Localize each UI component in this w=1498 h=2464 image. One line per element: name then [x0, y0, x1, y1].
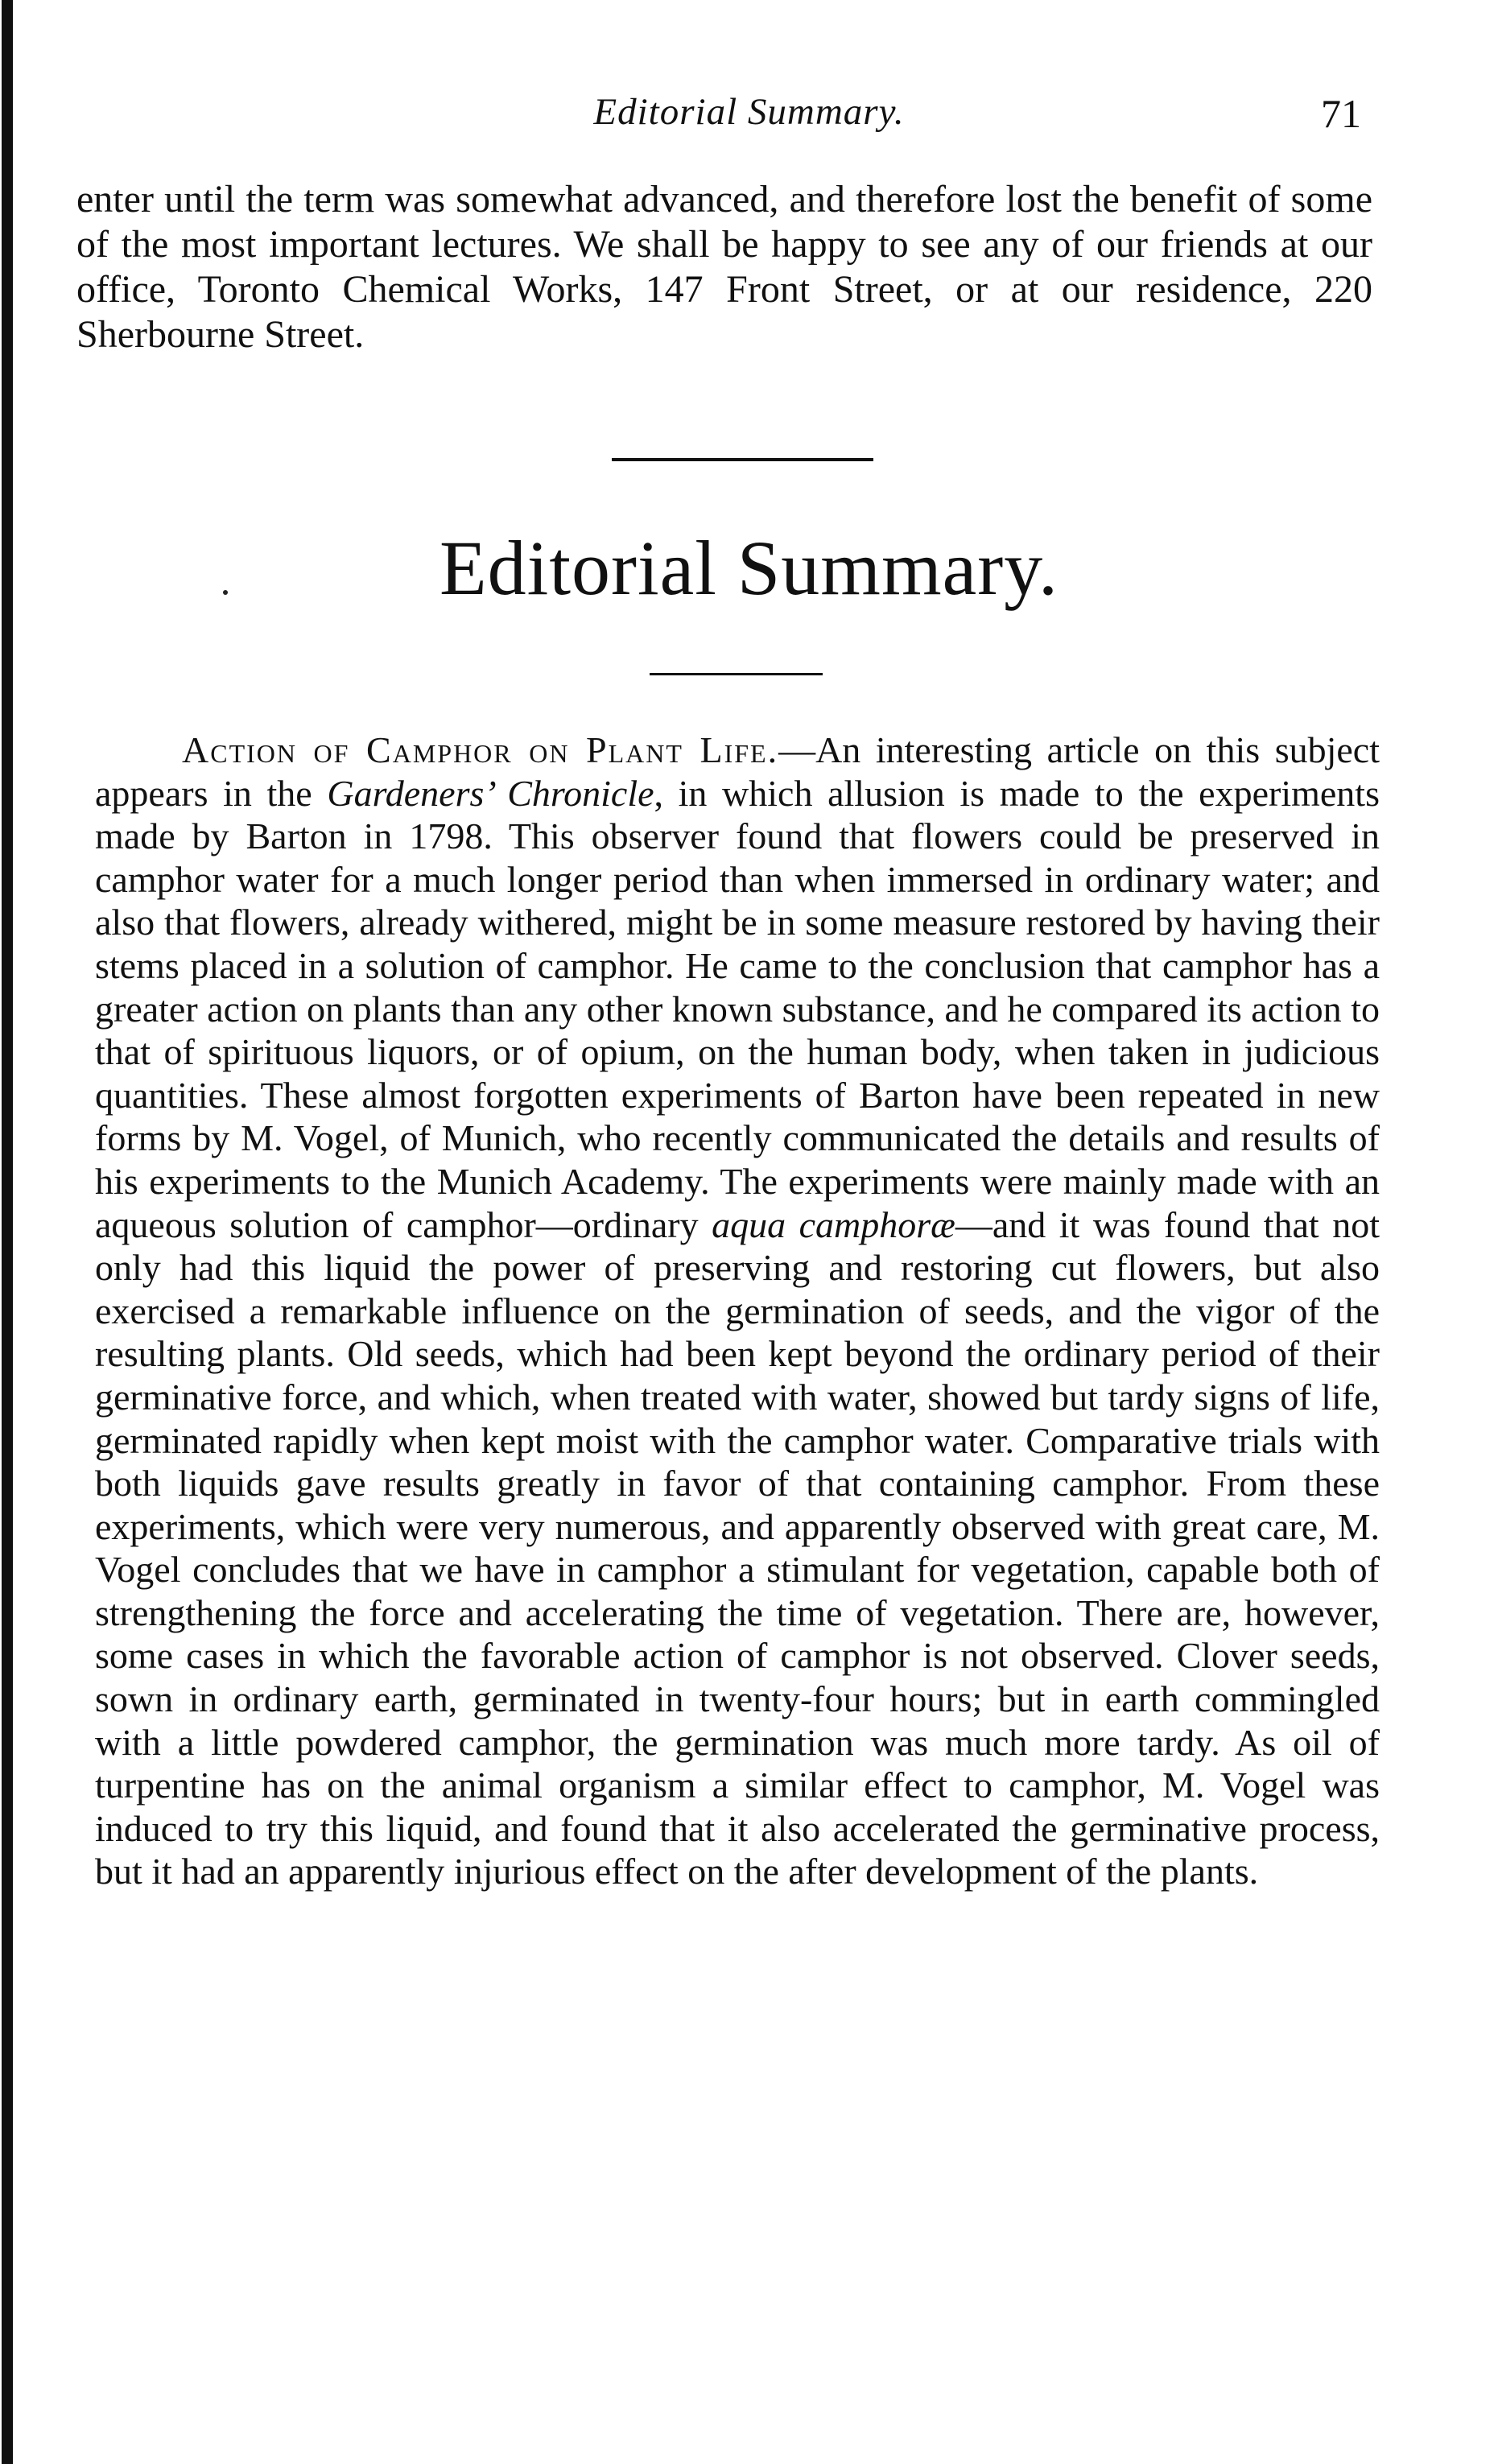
article-text-part-1: —An interesting article on this subject appears in the: [95, 729, 1380, 814]
intro-paragraph: enter until the term was somewhat advanced, and therefore lost the benefit of some of the most important lectures. We shall be happy to see any of our friends at our office, Toronto Chemical Works, 147 Front Street, or at our residence, 220 Sherbourne Street.: [76, 178, 1372, 356]
intro-paragraph-block: [76, 177, 1372, 357]
latin-term: aqua camphoræ: [712, 1203, 955, 1245]
article-block: [95, 728, 1380, 1893]
page-number: 71: [1321, 91, 1361, 136]
section-title: Editorial Summary.: [439, 525, 1059, 611]
article-paragraph: [95, 728, 1380, 1893]
section-divider-bottom: [650, 673, 823, 675]
running-head-title: Editorial Summary.: [593, 91, 905, 133]
article-text-part-2: , in which allusion is made to the experiments made by Barton in 1798. This observer found that flowers could be preserved in camphor water for a much longer period than when immersed in ordinary water; and also that flowers, already withered, might be in some measure restored by having their stems placed in a solution of camphor. He came to the conclusion that camphor has a greater action on plants than any other known substance, and he compared its action to that of spirituous liquors, or of opium, on the human body, when taken in judicious quantities. These almost forgotten experiments of Barton have been repeated in new forms by M. Vogel, of Munich, who recently communicated the details and results of his experiments to the Munich Academy. The experiments were mainly made with an aqueous solution of camphor—ordinary: [95, 772, 1380, 1245]
article-text-part-3: —and it was found that not only had this liquid the power of preserving and restoring cut flowers, but also exercised a remarkable influence on the germination of seeds, and the vigor of the resulting plants. Old seeds, which had been kept beyond the ordinary period of their germinative force, and which, when treated with water, showed but tardy signs of life, germinated rapidly when kept moist with the camphor water. Comparative trials with both liquids gave results greatly in favor of that containing camphor. From these experiments, which were very numerous, and apparently observed with great care, M. Vogel concludes that we have in camphor a stimulant for vegetation, capable both of strengthening the force and accelerating the time of vegetation. There are, however, some cases in which the favorable action of camphor is not observed. Clover seeds, sown in ordinary earth, germinated in twenty-four hours; but in earth commingled with a little powdered camphor, the germination was much more tardy. As oil of turpentine has on the animal organism a similar effect to camphor, M. Vogel was induced to try this liquid, and found that it also accelerated the germinative process, but it had an apparently injurious effect on the after development of the plants.: [95, 1203, 1380, 1892]
periodical-title: Gardeners’ Chronicle: [327, 772, 654, 814]
running-head: [0, 90, 1498, 147]
section-divider-top: [612, 458, 873, 461]
page-edge-binding-line: [2, 0, 13, 2464]
article-heading: Action of Camphor on Plant Life.: [182, 729, 779, 770]
